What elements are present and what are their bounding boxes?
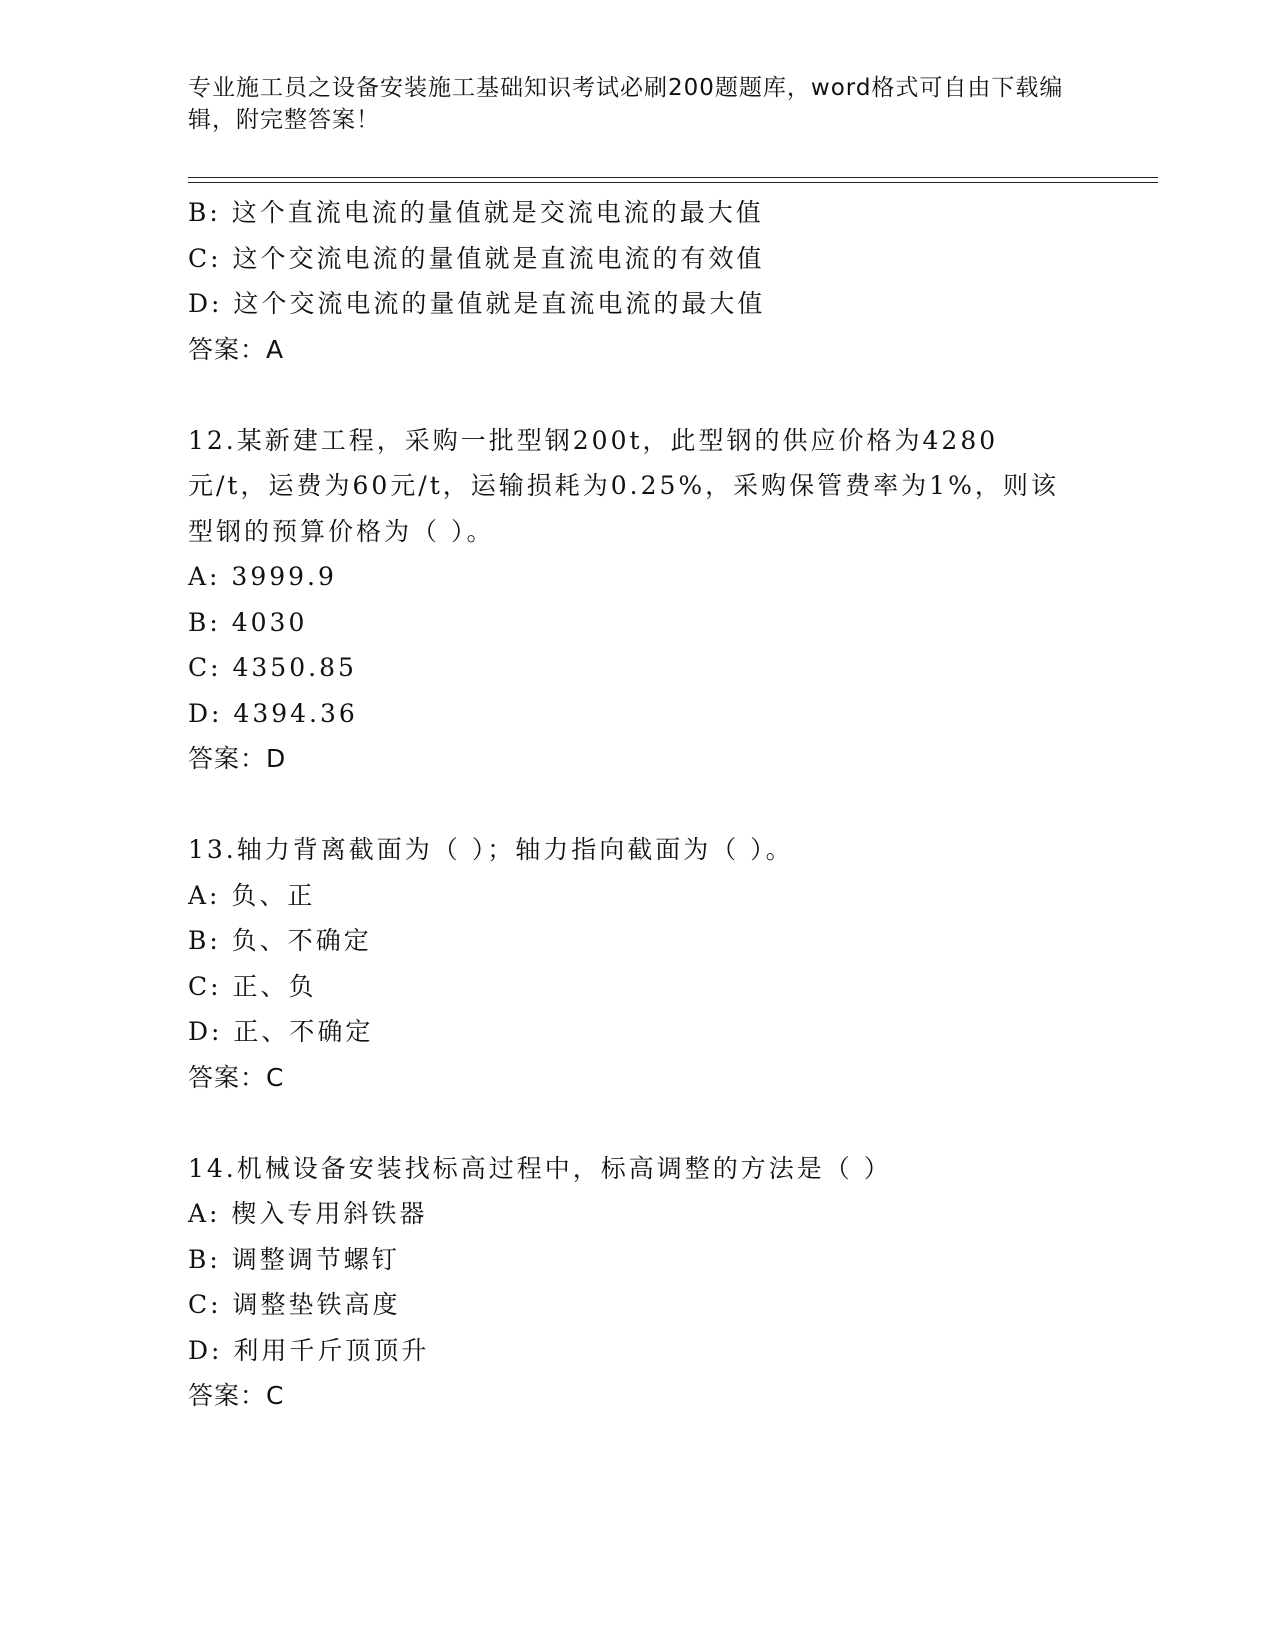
- answer-line: 答案：C: [188, 1062, 285, 1092]
- option-d: D: 利用千斤顶顶升: [188, 1335, 430, 1365]
- header-divider-bottom: [188, 182, 1158, 183]
- question-12: [188, 418, 1088, 782]
- option-c: C: 调整垫铁高度: [188, 1290, 401, 1319]
- option-c: C: 这个交流电流的量值就是直流电流的有效值: [188, 243, 765, 273]
- question-stem: 12.某新建工程，采购一批型钢200t，此型钢的供应价格为4280元/t，运费为60元/t，运输损耗为0.25%，采购保管费率为1%，则该型钢的预算价格为（ ）。: [188, 425, 1059, 546]
- document-body: [188, 190, 1088, 1419]
- answer-line: 答案：C: [188, 1381, 285, 1410]
- continued-question: [188, 190, 1088, 372]
- question-stem: 13.轴力背离截面为（ ）；轴力指向截面为（ ）。: [188, 835, 794, 864]
- question-stem: 14.机械设备安装找标高过程中，标高调整的方法是（ ）: [188, 1153, 892, 1183]
- option-c: C: 4350.85: [188, 653, 357, 682]
- option-b: B: 负、不确定: [188, 926, 372, 955]
- option-b: B: 调整调节螺钉: [188, 1244, 400, 1274]
- option-b: B: 这个直流电流的量值就是交流电流的最大值: [188, 198, 764, 227]
- option-a: A: 楔入专用斜铁器: [188, 1199, 428, 1228]
- option-c: C: 正、负: [188, 971, 317, 1001]
- answer-line: 答案：A: [188, 334, 285, 364]
- question-13: [188, 827, 1088, 1100]
- option-d: D: 4394.36: [188, 698, 358, 728]
- header-divider-top: [188, 177, 1158, 178]
- document-title: 专业施工员之设备安装施工基础知识考试必刷200题题库，word格式可自由下载编辑，附完整答案！: [188, 75, 1064, 133]
- option-a: A: 3999.9: [188, 562, 337, 591]
- option-a: A: 负、正: [188, 880, 316, 910]
- option-d: D: 这个交流电流的量值就是直流电流的最大值: [188, 289, 766, 318]
- document-header: [188, 72, 1088, 136]
- option-b: B: 4030: [188, 607, 308, 637]
- question-14: [188, 1146, 1088, 1419]
- answer-line: 答案：D: [188, 744, 287, 773]
- option-d: D: 正、不确定: [188, 1017, 374, 1046]
